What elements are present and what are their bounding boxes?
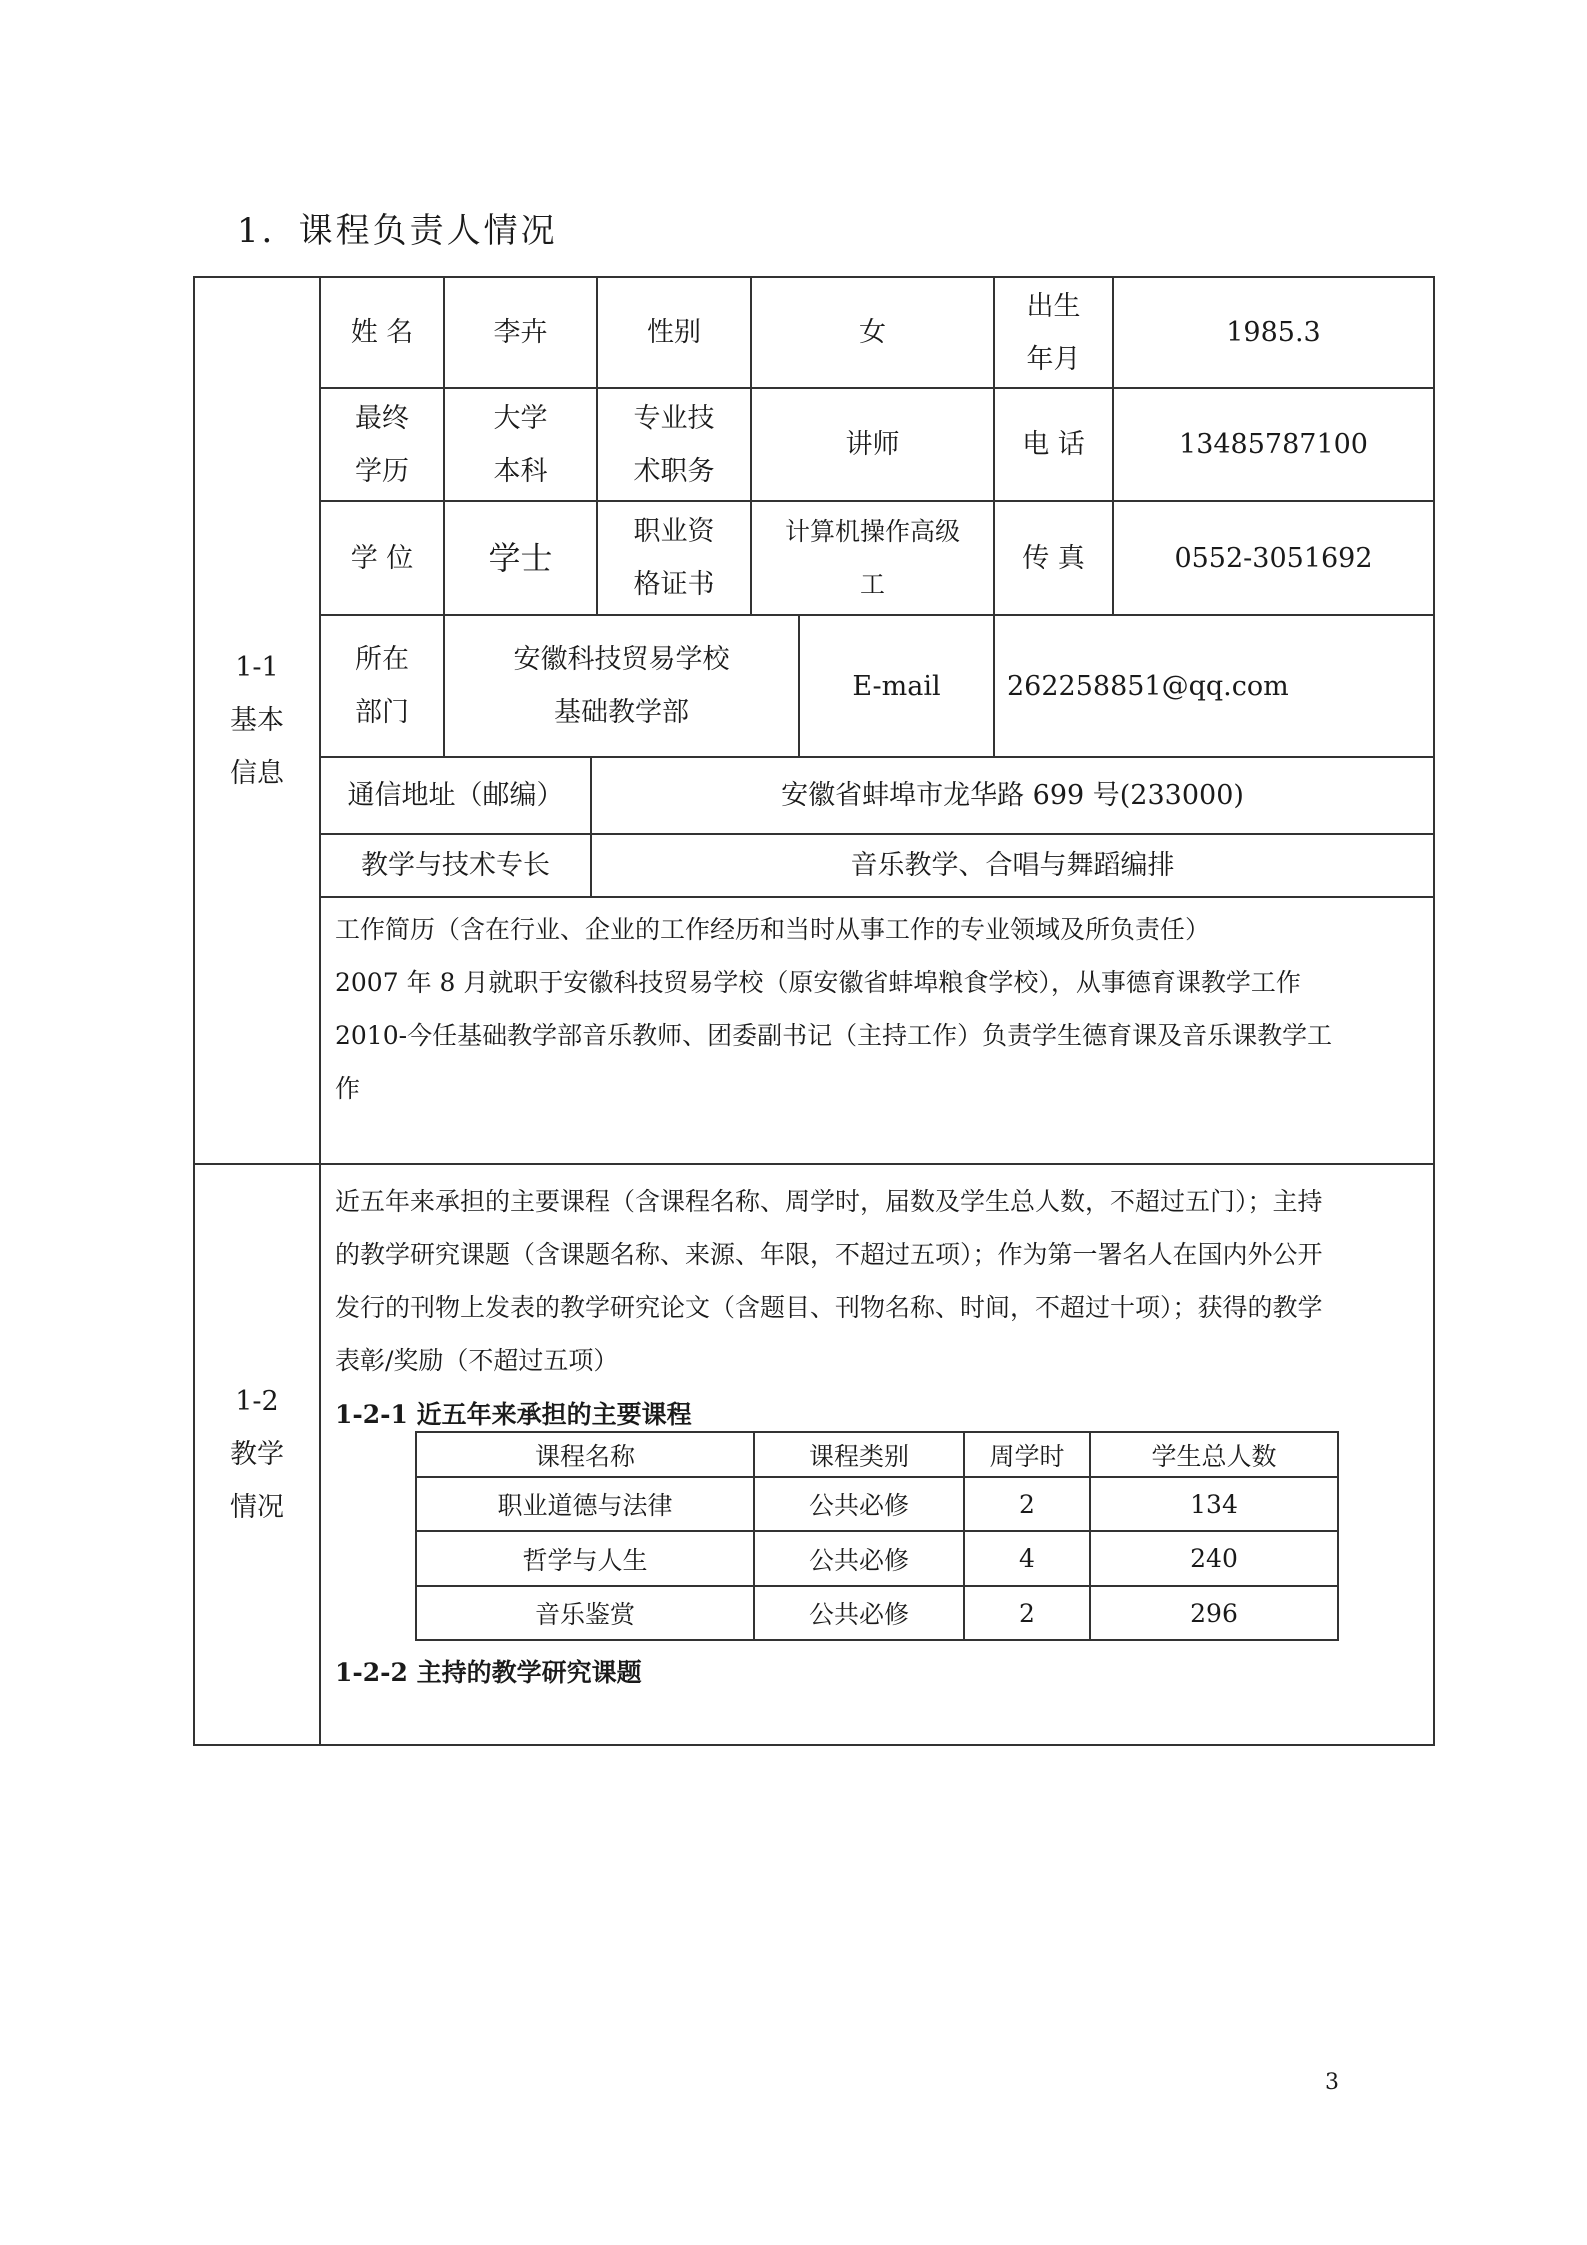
course-name: 职业道德与法律 xyxy=(497,1491,673,1520)
degree-label: 学 位 xyxy=(350,542,414,574)
education-value: 大学 本科 xyxy=(493,402,548,487)
job-title-label: 专业技 术职务 xyxy=(633,402,715,487)
course-name: 哲学与人生 xyxy=(522,1545,648,1575)
department-label: 所在 部门 xyxy=(355,644,409,728)
expertise-value: 音乐教学、合唱与舞蹈编排 xyxy=(850,850,1175,881)
department-value: 安徽科技贸易学校 基础教学部 xyxy=(513,644,730,728)
subheading-courses: 1-2-1 近五年来承担的主要课程 xyxy=(335,1400,692,1429)
birth-value: 1985.3 xyxy=(1226,317,1321,348)
name-label: 姓 名 xyxy=(350,317,414,348)
header-student-total: 学生总人数 xyxy=(1151,1441,1277,1471)
subheading-research: 1-2-2 主持的教学研究课题 xyxy=(335,1658,642,1687)
weekly-hours: 2 xyxy=(1019,1598,1035,1628)
resume-line: 工作简历（含在行业、企业的工作经历和当时从事工作的专业领域及所负责任） xyxy=(335,915,1211,944)
education-label: 最终 学历 xyxy=(355,402,409,487)
birth-label: 出生 年月 xyxy=(1026,290,1081,375)
degree-value: 学士 xyxy=(488,538,553,577)
course-type: 公共必修 xyxy=(808,1545,909,1575)
student-total: 240 xyxy=(1190,1544,1238,1573)
email-value: 262258851@qq.com xyxy=(1007,670,1289,702)
weekly-hours: 2 xyxy=(1019,1489,1035,1519)
student-total: 296 xyxy=(1190,1598,1238,1628)
resume-line: 2007 年 8 月就职于安徽科技贸易学校（原安徽省蚌埠粮食学校），从事德育课教学工作 xyxy=(335,968,1301,997)
fax-value: 0552-3051692 xyxy=(1174,542,1373,574)
weekly-hours: 4 xyxy=(1019,1544,1035,1573)
intro-line: 表彰/奖励（不超过五项） xyxy=(335,1346,619,1375)
section-label-teaching: 1-2 教学 情况 xyxy=(230,1386,284,1523)
header-weekly-hours: 周学时 xyxy=(989,1441,1065,1471)
course-type: 公共必修 xyxy=(808,1491,909,1520)
certificate-label: 职业资 格证书 xyxy=(633,516,715,600)
page-number: 3 xyxy=(1325,2070,1339,2095)
name-value: 李卉 xyxy=(493,317,548,348)
phone-value: 13485787100 xyxy=(1179,429,1368,460)
resume-line: 作 xyxy=(335,1074,361,1103)
gender-value: 女 xyxy=(859,317,886,348)
phone-label: 电 话 xyxy=(1022,429,1085,460)
email-label: E-mail xyxy=(852,670,941,702)
section-label-basic-info: 1-1 基本 信息 xyxy=(230,652,284,789)
header-course-name: 课程名称 xyxy=(534,1441,635,1471)
address-value: 安徽省蚌埠市龙华路 699 号(233000) xyxy=(781,780,1244,811)
course-type: 公共必修 xyxy=(808,1600,909,1629)
section-title: 1．课程负责人情况 xyxy=(237,211,558,251)
certificate-value: 计算机操作高级 工 xyxy=(784,517,960,599)
intro-line: 发行的刊物上发表的教学研究论文（含题目、刊物名称、时间，不超过十项）；获得的教学 xyxy=(335,1293,1323,1322)
intro-line: 的教学研究课题（含课题名称、来源、年限，不超过五项）；作为第一署名人在国内外公开 xyxy=(335,1240,1323,1269)
job-title-value: 讲师 xyxy=(845,429,900,460)
gender-label: 性别 xyxy=(647,317,701,348)
expertise-label: 教学与技术专长 xyxy=(361,850,550,881)
header-course-type: 课程类别 xyxy=(808,1441,909,1471)
resume-line: 2010-今任基础教学部音乐教师、团委副书记（主持工作）负责学生德育课及音乐课教学工 xyxy=(335,1021,1333,1050)
intro-line: 近五年来承担的主要课程（含课程名称、周学时，届数及学生总人数，不超过五门）；主持 xyxy=(335,1187,1323,1216)
course-name: 音乐鉴赏 xyxy=(534,1600,635,1629)
fax-label: 传 真 xyxy=(1022,542,1085,574)
student-total: 134 xyxy=(1190,1489,1238,1519)
address-label: 通信地址（邮编） xyxy=(347,780,564,811)
